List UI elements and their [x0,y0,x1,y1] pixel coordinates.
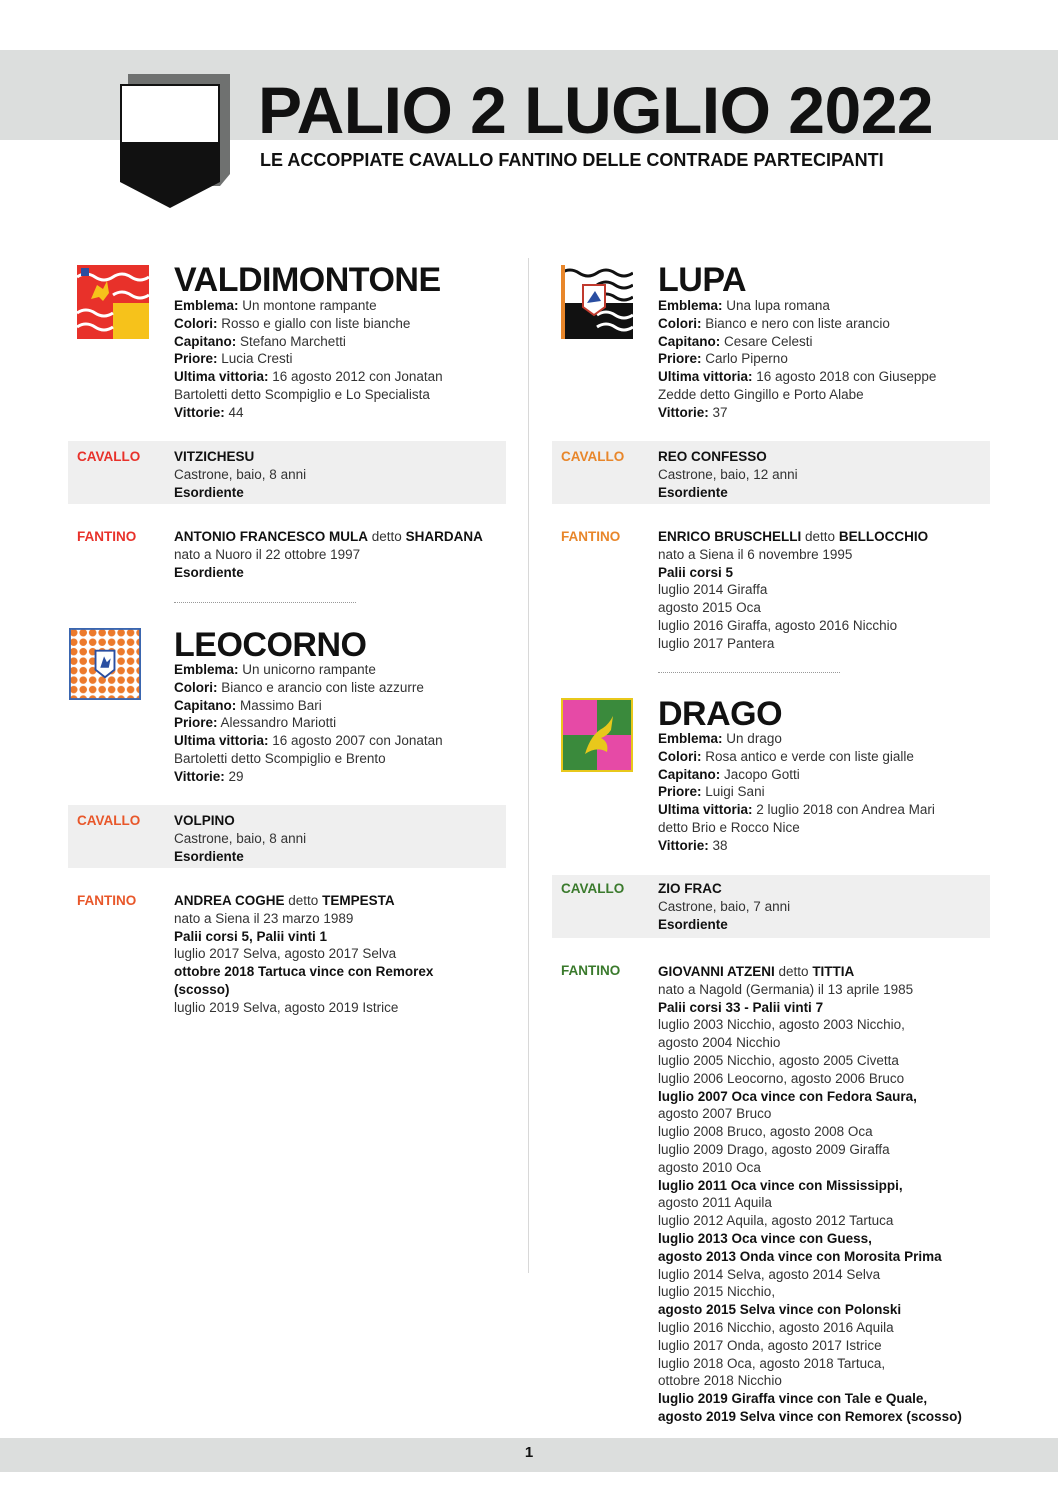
info-line: Ultima vittoria: 16 agosto 2007 con Jonatan [174,733,443,749]
jockey-line: luglio 2016 Giraffa, agosto 2016 Nicchio [658,617,898,633]
info-line: Bartoletti detto Scompiglio e Brento [174,750,386,766]
contrada-info-drago [658,730,935,855]
column-divider [528,258,529,1273]
balzana-shield-icon [120,74,230,208]
leocorno-flag-icon [69,627,141,701]
jockey-line: luglio 2008 Bruco, agosto 2008 Oca [658,1124,873,1140]
info-line: Priore: Carlo Piperno [658,351,788,367]
horse-status: Esordiente [174,484,244,500]
info-line: Ultima vittoria: 2 luglio 2018 con Andrea Mari [658,802,935,818]
horse-entry-lupa [658,448,798,501]
valdimontone-flag-icon [77,265,149,339]
contrada-name-lupa: LUPA [658,261,747,299]
info-line: Ultima vittoria: 16 agosto 2018 con Giuseppe [658,369,937,385]
jockey-line: luglio 2014 Selva, agosto 2014 Selva [658,1266,881,1282]
contrada-name-drago: DRAGO [658,695,783,733]
horse-label: CAVALLO [77,813,141,828]
info-line: Emblema: Un drago [658,731,782,746]
jockey-entry-lupa [658,528,928,653]
jockey-name-line: ANDREA COGHE detto TEMPESTA [174,893,395,908]
jockey-line: agosto 2015 Oca [658,600,761,616]
info-line: Vittorie: 37 [658,404,728,420]
jockey-line: ottobre 2018 Nicchio [658,1373,782,1389]
jockey-line: Palii corsi 5 [658,564,734,580]
jockey-line: luglio 2003 Nicchio, agosto 2003 Nicchio, [658,1017,905,1033]
horse-label: CAVALLO [77,449,141,464]
info-line: Priore: Alessandro Mariotti [174,715,337,731]
info-line: detto Brio e Rocco Nice [658,819,800,835]
info-line: Zedde detto Gingillo e Porto Alabe [658,386,864,402]
jockey-line: agosto 2019 Selva vince con Remorex (scosso) [658,1408,962,1424]
horse-entry-drago [658,880,790,933]
jockey-entry-drago [658,963,962,1426]
horse-details: Castrone, baio, 8 anni [174,830,307,846]
jockey-label: FANTINO [561,963,621,978]
horse-name: ZIO FRAC [658,881,722,896]
horse-name: REO CONFESSO [658,449,767,464]
jockey-line: luglio 2016 Nicchio, agosto 2016 Aquila [658,1319,894,1335]
info-line: Capitano: Cesare Celesti [658,333,813,349]
jockey-line: agosto 2010 Oca [658,1159,761,1175]
jockey-line: Esordiente [174,564,244,580]
jockey-line: luglio 2017 Pantera [658,635,775,651]
contrada-name-leocorno: LEOCORNO [174,626,367,664]
jockey-name-line: ENRICO BRUSCHELLI detto BELLOCCHIO [658,529,929,544]
horse-details: Castrone, baio, 8 anni [174,466,307,482]
horse-label: CAVALLO [561,449,625,464]
jockey-line: luglio 2015 Nicchio, [658,1284,776,1300]
info-line: Vittorie: 38 [658,837,728,853]
info-line: Bartoletti detto Scompiglio e Lo Specialista [174,386,430,402]
info-line: Colori: Bianco e arancio con liste azzurre [174,679,424,695]
info-line: Priore: Lucia Cresti [174,351,293,367]
contrada-info-lupa [658,297,936,422]
horse-details: Castrone, baio, 7 anni [658,898,791,914]
jockey-line: agosto 2013 Onda vince con Morosita Prima [658,1248,942,1264]
jockey-line: luglio 2005 Nicchio, agosto 2005 Civetta [658,1052,899,1068]
jockey-line: luglio 2006 Leocorno, agosto 2006 Bruco [658,1070,905,1086]
jockey-line: luglio 2013 Oca vince con Guess, [658,1230,872,1246]
lupa-flag-icon [561,265,633,339]
jockey-line: agosto 2015 Selva vince con Polonski [658,1302,902,1318]
jockey-line: nato a Nuoro il 22 ottobre 1997 [174,546,361,562]
info-line: Emblema: Un unicorno rampante [174,662,376,677]
info-line: Vittorie: 44 [174,404,244,420]
section-separator [658,672,840,673]
jockey-line: luglio 2019 Giraffa vince con Tale e Quale, [658,1391,928,1407]
jockey-line: luglio 2012 Aquila, agosto 2012 Tartuca [658,1213,894,1229]
jockey-line: luglio 2007 Oca vince con Fedora Saura, [658,1088,917,1104]
jockey-line: nato a Siena il 23 marzo 1989 [174,910,354,926]
jockey-line: luglio 2018 Oca, agosto 2018 Tartuca, [658,1355,886,1371]
jockey-line: luglio 2011 Oca vince con Mississippi, [658,1177,903,1193]
contrada-name-valdimontone: VALDIMONTONE [174,261,441,299]
jockey-line: Palii corsi 33 - Palii vinti 7 [658,999,824,1015]
jockey-label: FANTINO [77,529,137,544]
jockey-label: FANTINO [561,529,621,544]
info-line: Capitano: Massimo Bari [174,697,322,713]
horse-label: CAVALLO [561,881,625,896]
jockey-line: luglio 2017 Selva, agosto 2017 Selva [174,946,397,962]
info-line: Colori: Bianco e nero con liste arancio [658,315,890,331]
jockey-name-line: ANTONIO FRANCESCO MULA detto SHARDANA [174,529,483,544]
page-number: 1 [524,1444,534,1461]
horse-name: VITZICHESU [174,449,255,464]
info-line: Colori: Rosa antico e verde con liste gialle [658,748,914,764]
jockey-line: agosto 2011 Aquila [658,1195,772,1211]
info-line: Emblema: Una lupa romana [658,298,830,313]
jockey-label: FANTINO [77,893,137,908]
jockey-line: Palii corsi 5, Palii vinti 1 [174,928,328,944]
jockey-line: (scosso) [174,981,230,997]
info-line: Vittorie: 29 [174,768,244,784]
jockey-line: nato a Siena il 6 novembre 1995 [658,546,853,562]
info-line: Ultima vittoria: 16 agosto 2012 con Jonatan [174,369,443,385]
jockey-line: agosto 2007 Bruco [658,1106,772,1122]
horse-entry-valdimontone [174,448,306,501]
page-title: PALIO 2 LUGLIO 2022 [258,73,934,147]
section-separator [174,602,356,603]
contrada-info-valdimontone [174,297,443,422]
info-line: Capitano: Jacopo Gotti [658,766,800,782]
horse-status: Esordiente [658,484,728,500]
jockey-name-line: GIOVANNI ATZENI detto TITTIA [658,964,855,979]
jockey-line: luglio 2009 Drago, agosto 2009 Giraffa [658,1141,890,1157]
horse-details: Castrone, baio, 12 anni [658,466,798,482]
horse-name: VOLPINO [174,813,235,828]
jockey-line: ottobre 2018 Tartuca vince con Remorex [174,964,434,980]
horse-status: Esordiente [174,848,244,864]
contrada-info-leocorno [174,661,443,786]
info-line: Capitano: Stefano Marchetti [174,333,346,349]
horse-status: Esordiente [658,916,728,932]
drago-flag-icon [561,698,633,772]
jockey-line: luglio 2014 Giraffa [658,582,768,598]
horse-entry-leocorno [174,812,306,865]
info-line: Emblema: Un montone rampante [174,298,377,313]
jockey-line: luglio 2019 Selva, agosto 2019 Istrice [174,999,399,1015]
info-line: Colori: Rosso e giallo con liste bianche [174,315,411,331]
info-line: Priore: Luigi Sani [658,784,765,800]
jockey-entry-valdimontone [174,528,483,581]
jockey-line: nato a Nagold (Germania) il 13 aprile 1985 [658,981,914,997]
jockey-line: luglio 2017 Onda, agosto 2017 Istrice [658,1337,882,1353]
page-subtitle: LE ACCOPPIATE CAVALLO FANTINO DELLE CONTRADE PARTECIPANTI [260,150,884,170]
jockey-line: agosto 2004 Nicchio [658,1035,781,1051]
jockey-entry-leocorno [174,892,433,1017]
